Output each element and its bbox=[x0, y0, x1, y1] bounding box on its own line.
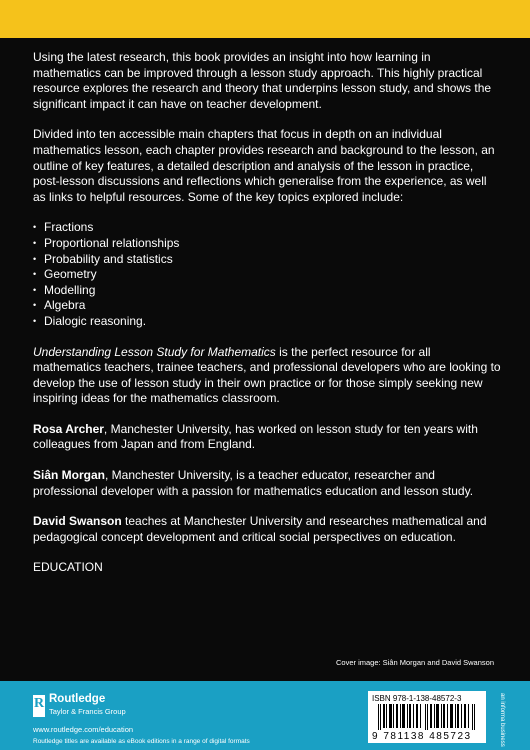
subject-category: EDUCATION bbox=[33, 560, 103, 575]
author-bio bbox=[33, 514, 501, 545]
isbn-label: ISBN 978-1-138-48572-3 bbox=[372, 694, 462, 703]
topic-item: • Geometry bbox=[33, 267, 501, 283]
intro-paragraph-2: Divided into ten accessible main chapters that focus in depth on an individual mathematics lesson, each chapter provides research and background to the lesson, an outline of key features, a detailed description and analysis of the lesson in practice, post-lesson discussions and reflections which generalise from the experience, as well as links to helpful resources. Some of the key topics explored include: bbox=[33, 127, 495, 204]
author-bio bbox=[33, 468, 501, 499]
audience-paragraph bbox=[33, 345, 501, 407]
topic-item: • Proportional relationships bbox=[33, 236, 501, 252]
cover-image-credit: Cover image: Siân Morgan and David Swanson bbox=[335, 658, 494, 667]
topic-item: • Fractions bbox=[33, 220, 501, 236]
topic-item: • Modelling bbox=[33, 283, 501, 299]
topic-item: • Algebra bbox=[33, 298, 501, 314]
author-name: Siân Morgan bbox=[33, 468, 106, 483]
topic-item: • Probability and statistics bbox=[33, 252, 501, 268]
intro-paragraph-1: Using the latest research, this book provides an insight into how learning in mathematics can be improved through a lesson study approach. This highly practical resource explores the research and theory that underpins lesson study, and shows the significant impact it can have on teacher development. bbox=[33, 50, 492, 111]
audience-text: is the perfect resource for all mathematics teachers, trainee teachers, and professional developers who are looking to develop the use of lesson study in their own practice or for those simply seeking new inspiring ideas for the mathematics classroom. bbox=[33, 344, 501, 406]
barcode-number: 9 781138 485723 bbox=[372, 731, 472, 742]
publisher-group: Taylor & Francis Group bbox=[49, 707, 126, 716]
informa-tagline: an informa business bbox=[499, 693, 505, 747]
author-bio-text: teaches at Manchester University and researches mathematical and pedagogical concept development and critical social perspectives on education. bbox=[33, 514, 487, 544]
topic-list bbox=[33, 220, 501, 329]
ebook-note: Routledge titles are available as eBook editions in a range of digital formats bbox=[33, 738, 250, 745]
author-name: David Swanson bbox=[33, 514, 122, 529]
barcode-icon bbox=[378, 704, 476, 730]
routledge-logo-icon bbox=[33, 695, 45, 717]
top-color-band bbox=[0, 0, 530, 38]
publisher-name: Routledge bbox=[49, 693, 106, 705]
topic-item: • Dialogic reasoning. bbox=[33, 314, 501, 330]
author-name: Rosa Archer bbox=[33, 421, 104, 436]
book-title: Understanding Lesson Study for Mathematics bbox=[33, 344, 276, 359]
publisher-band bbox=[0, 681, 530, 750]
author-bio-text: , Manchester University, is a teacher educator, researcher and professional developer with a passion for mathematics education and lesson study. bbox=[33, 468, 474, 498]
author-bio-text: , Manchester University, has worked on lesson study for ten years with colleagues from Japan and from England. bbox=[33, 421, 478, 452]
isbn-barcode-panel bbox=[368, 691, 486, 743]
publisher-url: www.routledge.com/education bbox=[33, 725, 134, 734]
back-cover-blurb bbox=[33, 50, 501, 591]
logo-letter: R bbox=[34, 696, 45, 711]
author-bio bbox=[33, 422, 501, 453]
